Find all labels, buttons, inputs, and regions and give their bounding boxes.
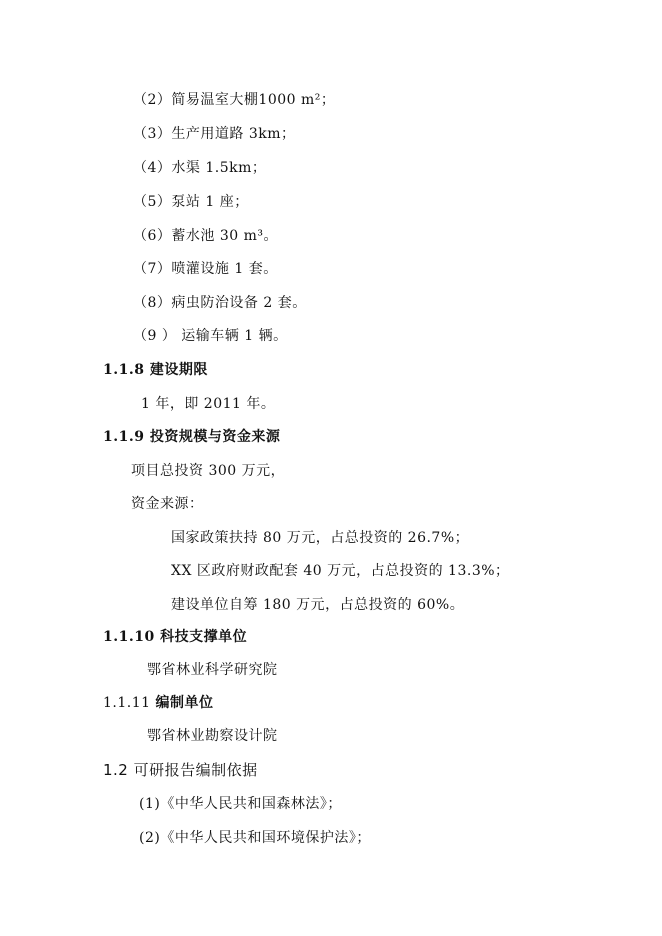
funding-item: 建设单位自筹 180 万元，占总投资的 60%。 [171,597,465,613]
list-item: （4）水渠 1.5km； [133,160,267,176]
investment-total: 项目总投资 300 万元， [131,463,286,479]
section-body: 鄂省林业勘察设计院 [147,728,278,744]
list-item: （2）简易温室大棚1000 m²； [133,92,336,108]
section-title: 编制单位 [155,695,214,711]
funding-item: 国家政策扶持 80 万元，占总投资的 26.7%； [171,530,470,546]
list-item: （8）病虫防治设备 2 套。 [133,295,307,311]
section-heading-1-1-11 [103,694,213,712]
list-item: （7）喷灌设施 1 套。 [133,261,278,277]
list-item: （9 ） 运输车辆 1 辆。 [133,328,288,344]
list-item: （3）生产用道路 3km； [133,126,296,142]
section-heading-1-1-9: 1.1.9 投资规模与资金来源 [103,429,281,445]
section-heading-1-1-8: 1.1.8 建设期限 [103,362,208,378]
section-number: 1.1.11 [103,695,151,711]
list-item: （5）泵站 1 座； [133,194,249,210]
section-heading-1-2: 1.2 可研报告编制依据 [103,761,258,779]
funding-label: 资金来源： [131,496,204,512]
funding-item: XX 区政府财政配套 40 万元，占总投资的 13.3%； [171,563,510,579]
section-body: 1 年，即 2011 年。 [141,396,276,412]
list-item: （6）蓄水池 30 m³。 [133,228,279,244]
section-body: 鄂省林业科学研究院 [147,662,278,678]
reference-item: (2)《中华人民共和国环境保护法》； [139,830,371,846]
section-heading-1-1-10: 1.1.10 科技支撑单位 [103,629,248,645]
reference-item: (1)《中华人民共和国森林法》； [139,796,342,812]
